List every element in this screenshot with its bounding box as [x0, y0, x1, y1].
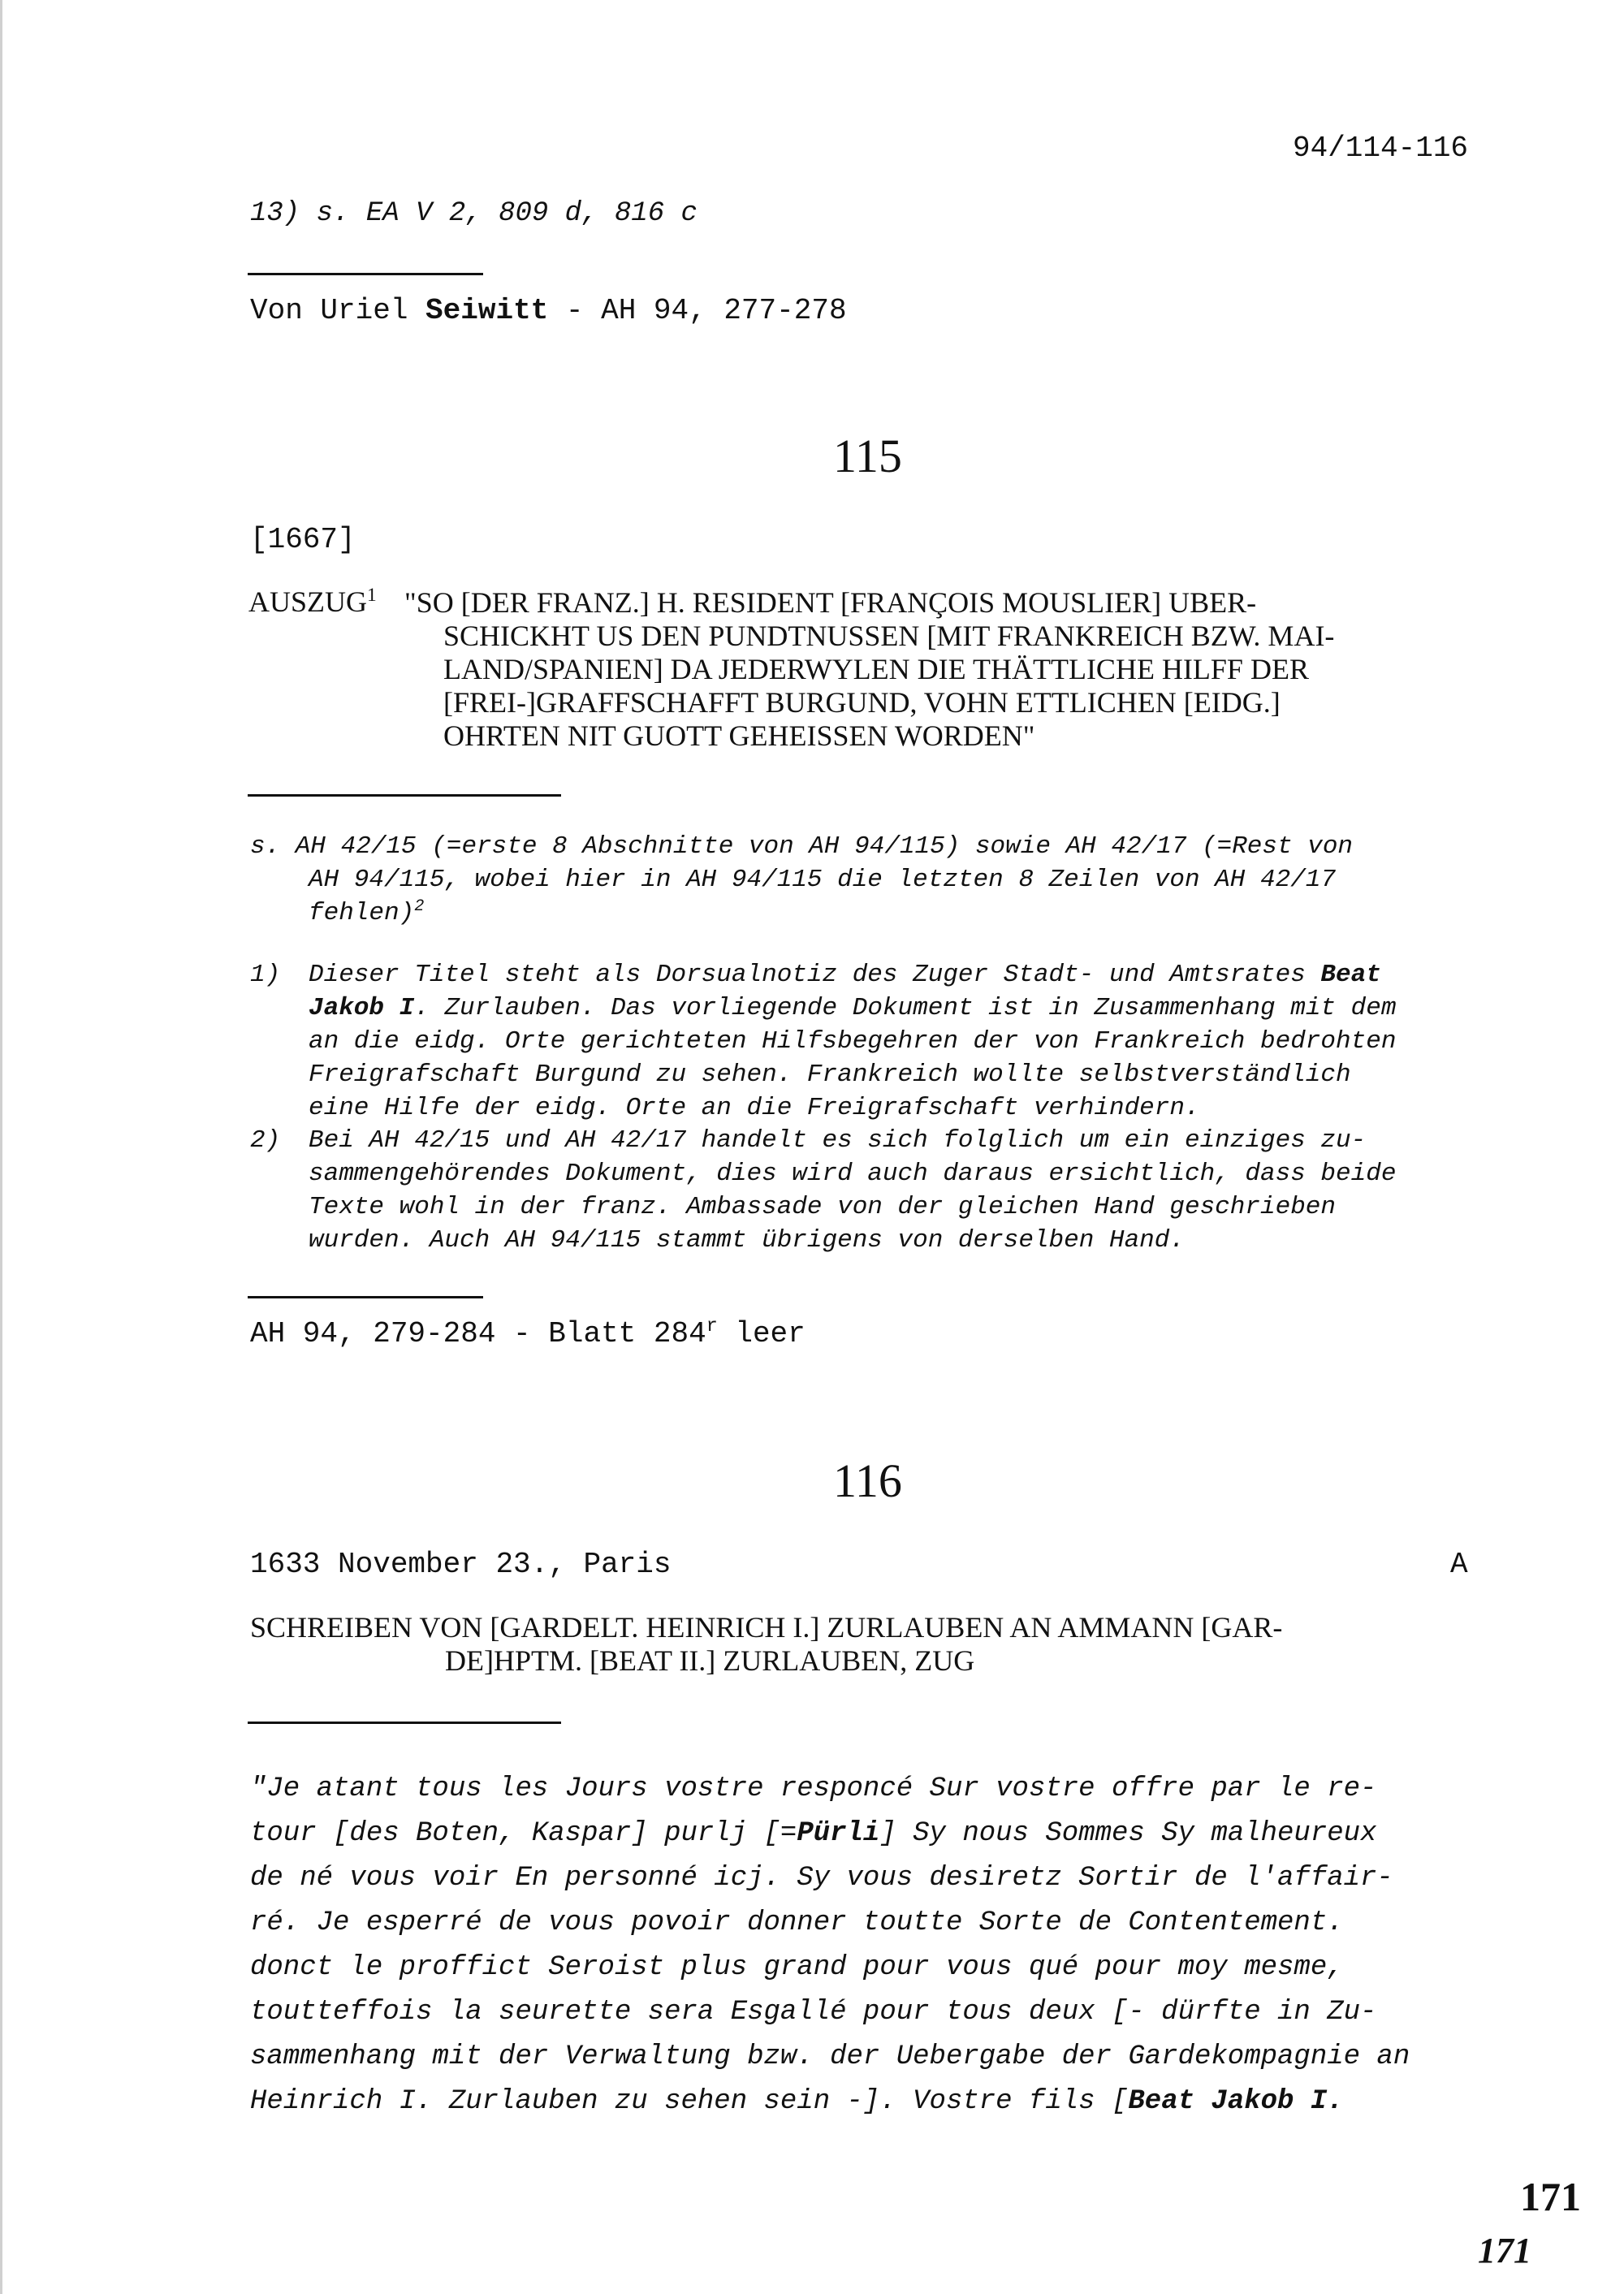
source-suffix: leer	[717, 1317, 806, 1350]
footnote-ref-2: 2	[414, 896, 425, 916]
footnote-line: an die eidg. Orte gerichteten Hilfsbegehren der von Frankreich bedrohten	[309, 1027, 1397, 1056]
source-prefix: AH 94, 279-284 - Blatt 284	[250, 1317, 706, 1350]
footnote-13-number: 13)	[250, 198, 300, 229]
note-line: AH 94/115, wobei hier in AH 94/115 die letzten 8 Zeilen von AH 42/17	[309, 866, 1337, 894]
body-line: de né vous voir En personné icj. Sy vous desiretz Sortir de l'affair-	[250, 1863, 1393, 1894]
document-number-115: 115	[833, 430, 902, 482]
footnote-line: Bei AH 42/15 und AH 42/17 handelt es sich folglich um ein einziges zu-	[309, 1126, 1367, 1155]
footnote-13-text: s. EA V 2, 809 d, 816 c	[316, 198, 698, 229]
source-note-115	[250, 830, 1353, 930]
document-reference: 94/114-116	[1293, 132, 1469, 165]
footnote-line: wurden. Auch AH 94/115 stammt übrigens von derselben Hand.	[309, 1226, 1185, 1255]
document-type-letter: A	[1450, 1548, 1468, 1581]
separator-rule	[248, 1296, 483, 1298]
body-line: donct le proffict Seroist plus grand pour vous qué pour moy mesme,	[250, 1952, 1344, 1983]
title-line: [FREI-]GRAFFSCHAFFT BURGUND, VOHN ETTLICHEN [EIDG.]	[443, 686, 1281, 719]
note-line: fehlen)	[309, 899, 415, 927]
document-label-115	[248, 585, 377, 619]
bold-name: Beat Jakob I.	[1128, 2086, 1344, 2117]
footnote-line: sammengehörendes Dokument, dies wird auch daraus ersichtlich, dass beide	[309, 1160, 1397, 1188]
handwritten-page-mark: 171	[1520, 2174, 1581, 2219]
title-line: DE]HPTM. [BEAT II.] ZURLAUBEN, ZUG	[445, 1644, 975, 1677]
footnote-1-number: 1)	[250, 961, 281, 989]
separator-rule	[248, 1722, 561, 1724]
body-line: ] Sy nous Sommes Sy malheureux	[879, 1818, 1377, 1849]
body-line: tour [des Boten, Kaspar] purlj [=	[250, 1818, 797, 1849]
title-line: "SO [DER FRANZ.] H. RESIDENT [FRANÇOIS MOUSLIER] UBER-	[404, 586, 1257, 619]
footnote-1-text	[309, 958, 1396, 1125]
document-title-115	[404, 586, 1334, 753]
scan-edge	[0, 0, 2, 2294]
document-date-115: [1667]	[250, 523, 356, 556]
title-line: OHRTEN NIT GUOTT GEHEISSEN WORDEN"	[443, 719, 1035, 752]
letter-body-116	[250, 1767, 1410, 2124]
footnote-line: Dieser Titel steht als Dorsualnotiz des Zuger Stadt- und Amtsrates	[309, 961, 1321, 989]
body-line: toutteffois la seurette sera Esgallé pour tous deux [- dürfte in Zu-	[250, 1997, 1377, 2028]
title-line: LAND/SPANIEN] DA JEDERWYLEN DIE THÄTTLICHE HILFF DER	[443, 653, 1309, 685]
document-date-116: 1633 November 23., Paris	[250, 1548, 672, 1581]
source-line-115	[250, 1317, 806, 1350]
footnote-2-text	[309, 1124, 1396, 1257]
footnote-13	[250, 198, 698, 229]
bold-name: Pürli	[797, 1818, 880, 1849]
title-label: AUSZUG	[248, 585, 368, 618]
title-line: SCHICKHT US DEN PUNDTNUSSEN [MIT FRANKREICH BZW. MAI-	[443, 620, 1335, 652]
recto-mark: r	[706, 1316, 718, 1338]
source-prefix: Von Uriel	[250, 294, 426, 327]
footnote-line: Freigrafschaft Burgund zu sehen. Frankreich wollte selbstverständlich	[309, 1061, 1351, 1089]
separator-rule	[248, 273, 483, 275]
footnote-line: . Zurlauben. Das vorliegende Dokument ist in Zusammenhang mit dem	[414, 994, 1397, 1022]
footnote-2-number: 2)	[250, 1126, 281, 1155]
bold-name: Jakob I	[309, 994, 415, 1022]
bold-name: Beat	[1320, 961, 1381, 989]
body-line: "Je atant tous les Jours vostre responcé Sur vostre offre par le re-	[250, 1773, 1377, 1804]
body-line: Heinrich I. Zurlauben zu sehen sein -]. Vostre fils [	[250, 2086, 1129, 2117]
note-line: s. AH 42/15 (=erste 8 Abschnitte von AH 94/115) sowie AH 42/17 (=Rest von	[250, 832, 1354, 861]
footnote-line: Texte wohl in der franz. Ambassade von der gleichen Hand geschrieben	[309, 1193, 1337, 1221]
source-suffix: - AH 94, 277-278	[548, 294, 847, 327]
document-title-116	[250, 1611, 1282, 1678]
body-line: ré. Je esperré de vous povoir donner toutte Sorte de Contentement.	[250, 1907, 1344, 1938]
title-line: SCHREIBEN VON [GARDELT. HEINRICH I.] ZURLAUBEN AN AMMANN [GAR-	[250, 1611, 1283, 1644]
handwritten-page-mark: 171	[1478, 2231, 1531, 2270]
body-line: sammenhang mit der Verwaltung bzw. der Uebergabe der Gardekompagnie an	[250, 2041, 1410, 2072]
footnote-line: eine Hilfe der eidg. Orte an die Freigrafschaft verhindern.	[309, 1094, 1200, 1122]
source-line-114	[250, 294, 847, 327]
separator-rule	[248, 794, 561, 797]
document-number-116: 116	[833, 1454, 902, 1507]
source-author: Seiwitt	[425, 294, 549, 327]
footnote-ref-1: 1	[367, 585, 377, 607]
